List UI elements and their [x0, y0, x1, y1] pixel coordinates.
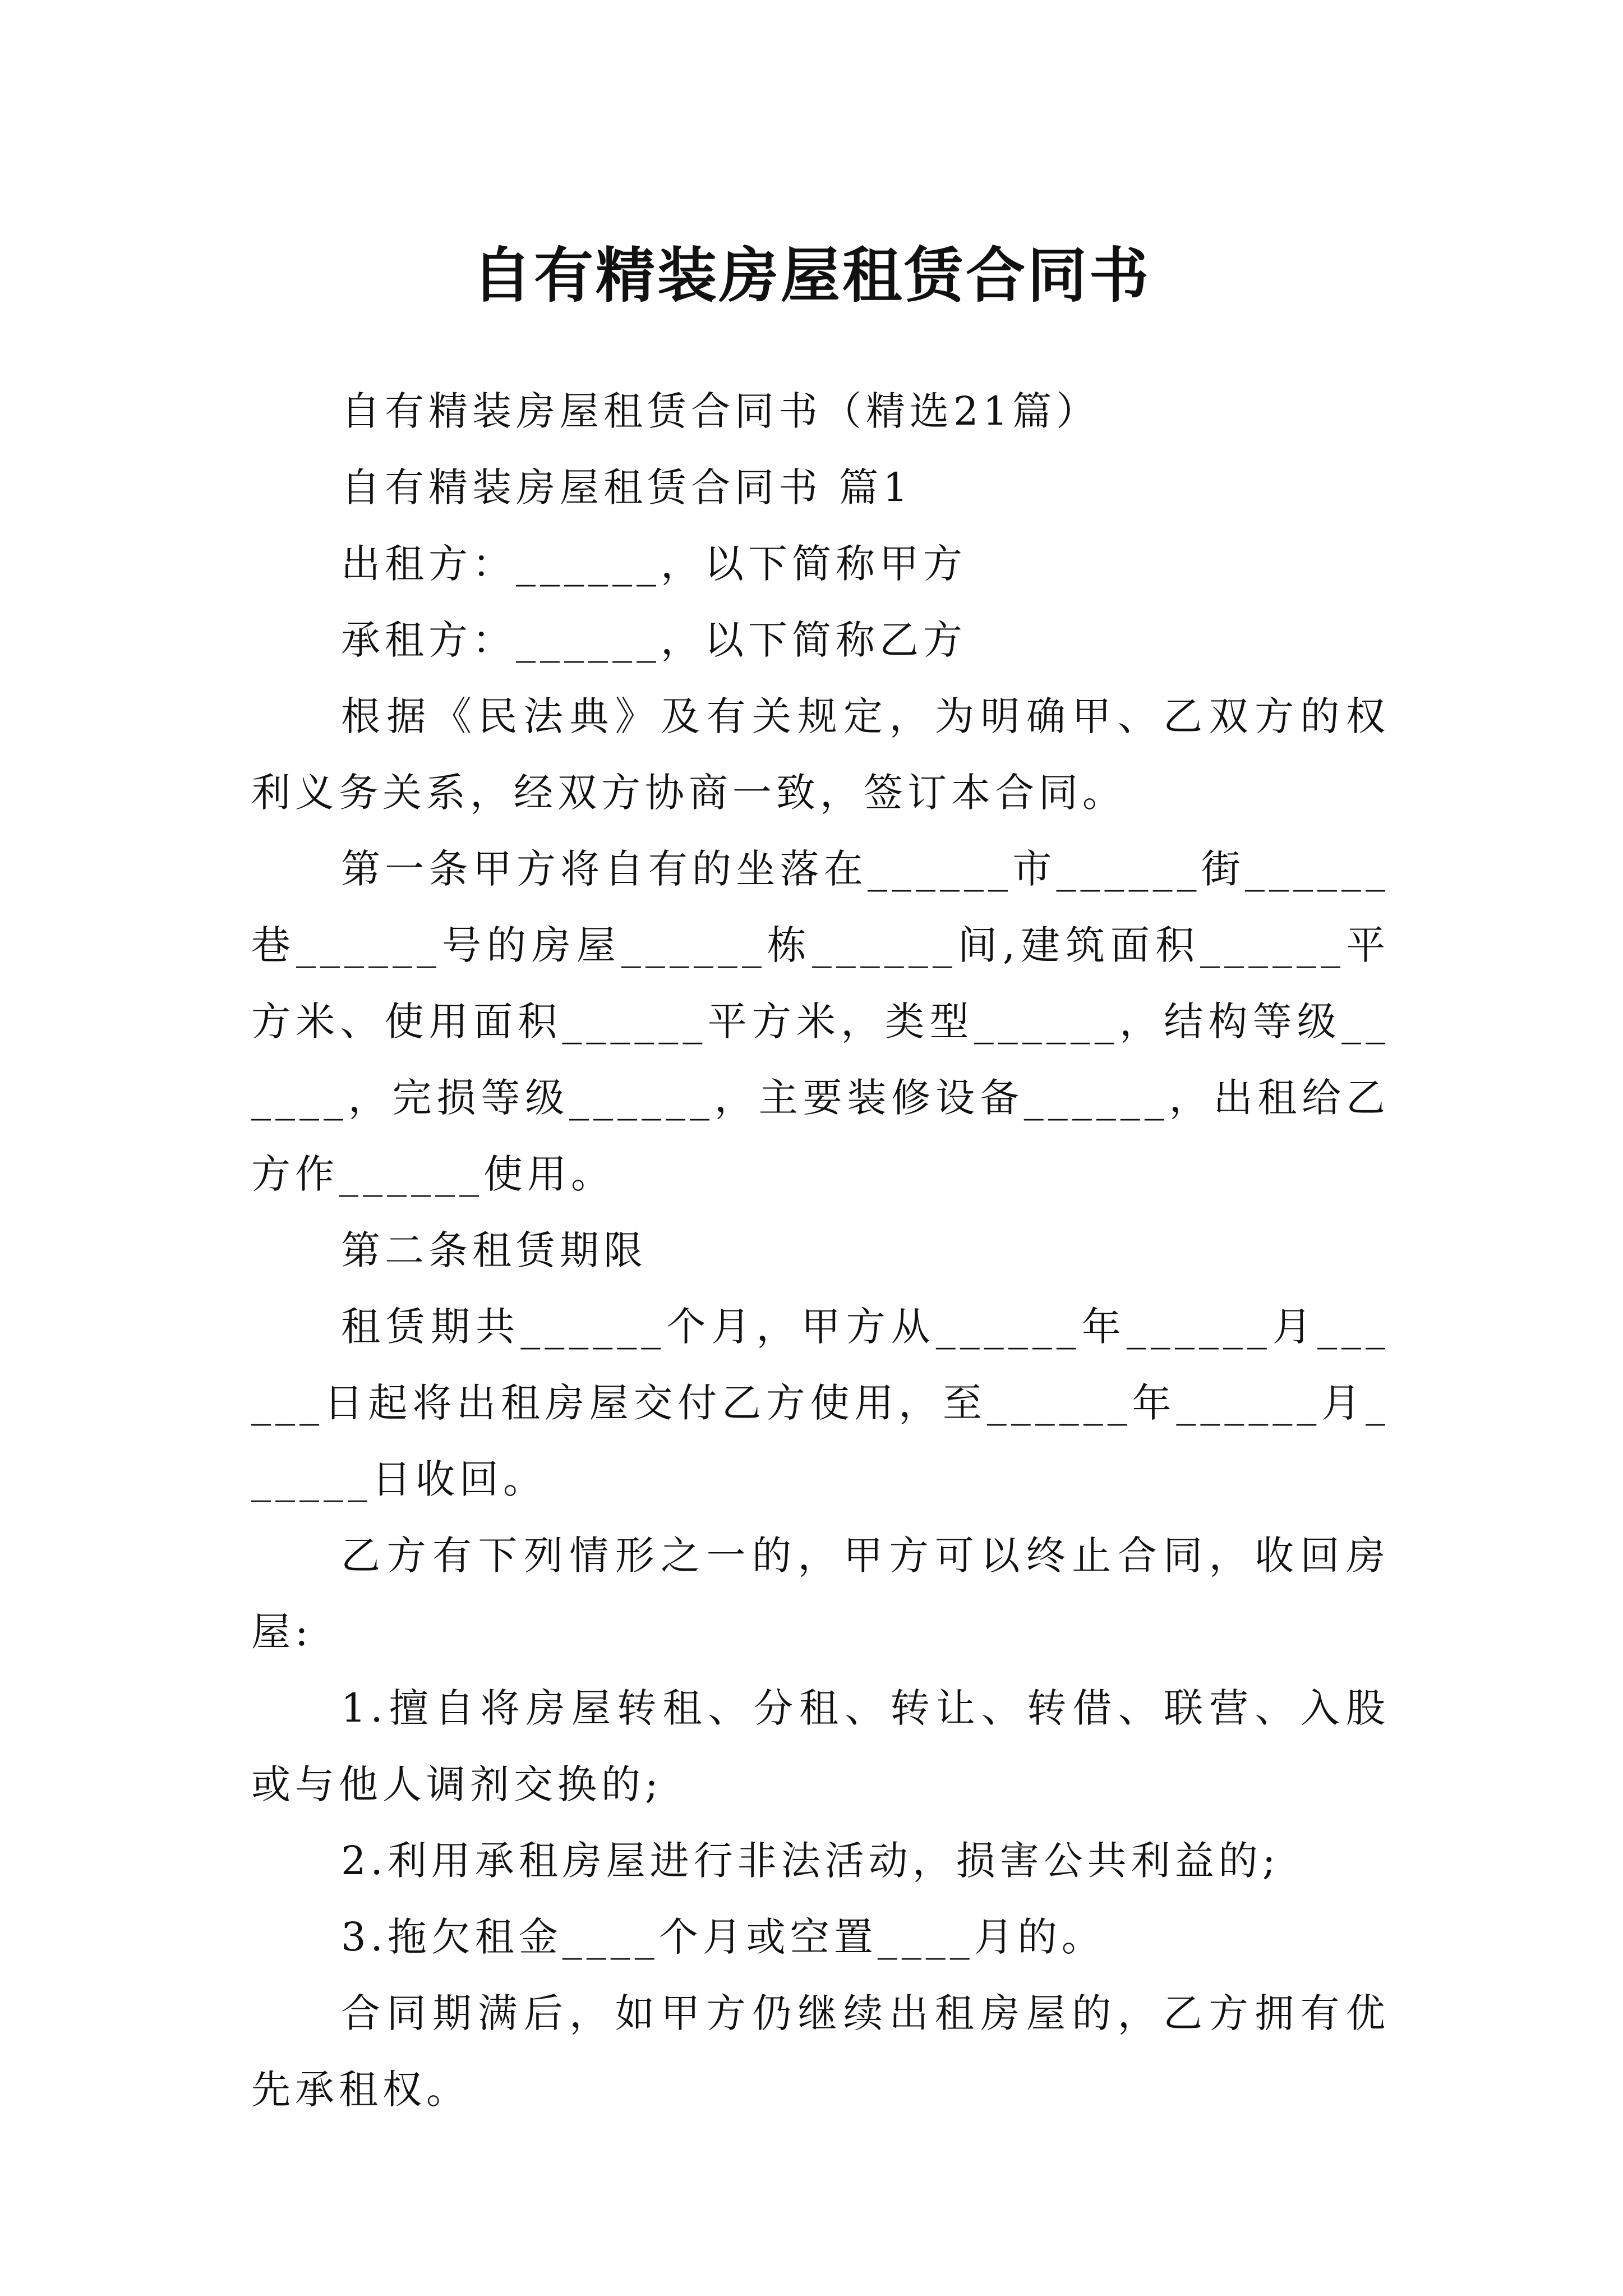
paragraph-termination-item-1: 1.擅自将房屋转租、分租、转让、转借、联营、入股或与他人调剂交换的; — [251, 1685, 1390, 1807]
paragraph-termination-intro: 乙方有下列情形之一的，甲方可以终止合同，收回房屋: — [251, 1533, 1390, 1655]
document-title: 自有精装房屋租赁合同书 — [472, 240, 1151, 311]
paragraph-section-heading: 自有精装房屋租赁合同书 篇1 — [341, 464, 912, 510]
paragraph-renewal: 合同期满后，如甲方仍继续出租房屋的，乙方拥有优先承租权。 — [251, 1990, 1390, 2113]
paragraph-lessee: 承租方：______，以下简称乙方 — [341, 617, 967, 663]
paragraph-lessor: 出租方：______，以下简称甲方 — [341, 541, 967, 587]
document-body — [251, 373, 1390, 2128]
paragraph-article-1: 第一条甲方将自有的坐落在______市______街______巷______号的房屋______栋______间,建筑面积______平方米、使用面积______平方米，类型______，结构等级______，完损等级______，主要装修设备______，出租给乙方作______使用。 — [251, 846, 1390, 1197]
paragraph-termination-item-2: 2.利用承租房屋进行非法活动，损害公共利益的; — [341, 1838, 1280, 1884]
paragraph-preamble: 根据《民法典》及有关规定，为明确甲、乙双方的权利义务关系，经双方协商一致，签订本合同。 — [251, 693, 1390, 816]
paragraph-article-2-heading: 第二条租赁期限 — [341, 1227, 647, 1273]
paragraph-lease-term: 租赁期共______个月，甲方从______年______月______日起将出租房屋交付乙方使用，至______年______月______日收回。 — [251, 1304, 1390, 1502]
paragraph-subtitle: 自有精装房屋租赁合同书（精选21篇） — [341, 388, 1100, 434]
paragraph-termination-item-3: 3.拖欠租金____个月或空置____月的。 — [341, 1914, 1105, 1960]
